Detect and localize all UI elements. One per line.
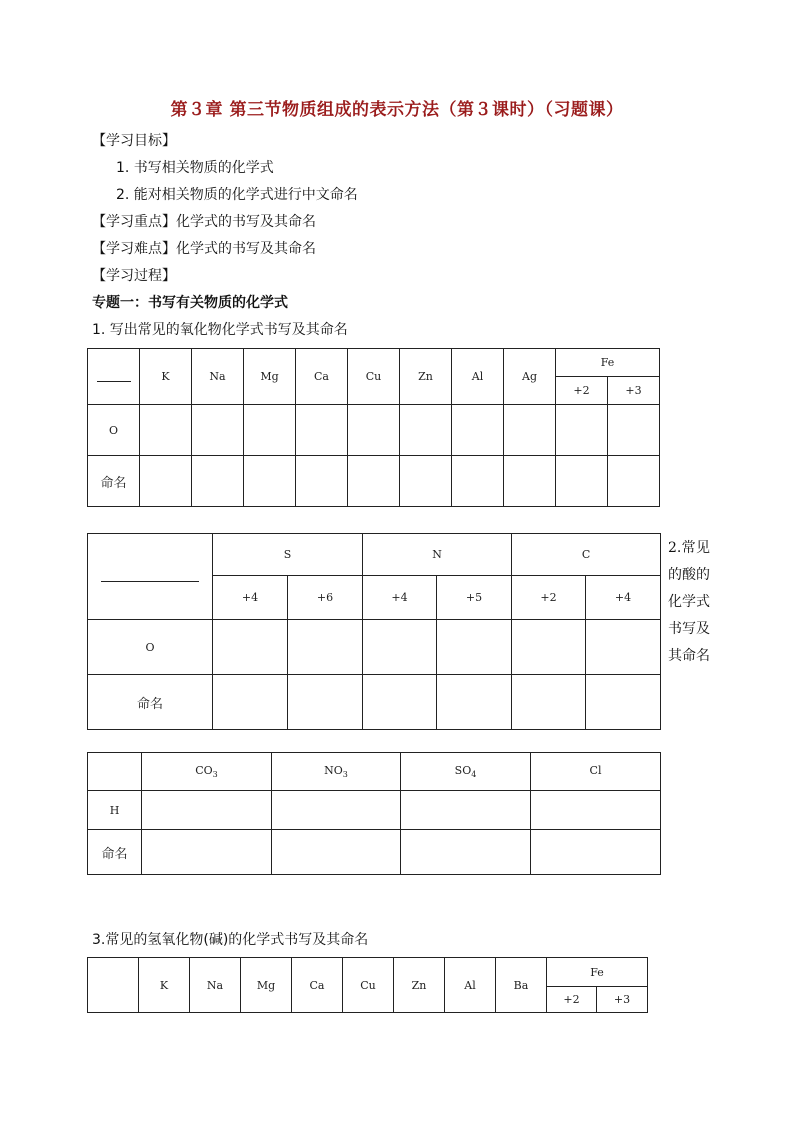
header-cell: Zn bbox=[400, 349, 452, 405]
answer-cell[interactable] bbox=[586, 620, 661, 675]
answer-cell[interactable] bbox=[504, 405, 556, 456]
topic-1-heading: 专题一：书写有关物质的化学式 bbox=[92, 295, 288, 311]
answer-cell[interactable] bbox=[512, 675, 586, 730]
answer-cell[interactable] bbox=[363, 620, 437, 675]
valence-cell: +6 bbox=[288, 576, 363, 620]
fe-valence: +2 bbox=[556, 377, 608, 405]
header-cell: Mg bbox=[241, 958, 292, 1013]
answer-cell[interactable] bbox=[452, 405, 504, 456]
answer-cell[interactable] bbox=[556, 405, 608, 456]
header-cell: Al bbox=[445, 958, 496, 1013]
answer-cell[interactable] bbox=[192, 456, 244, 507]
answer-cell[interactable] bbox=[244, 405, 296, 456]
answer-cell[interactable] bbox=[244, 456, 296, 507]
key-points: 【学习重点】化学式的书写及其命名 bbox=[92, 214, 316, 230]
fe-valence: +3 bbox=[608, 377, 660, 405]
header-cell: Na bbox=[190, 958, 241, 1013]
answer-cell[interactable] bbox=[288, 620, 363, 675]
question-3: 3.常见的氢氧化物(碱)的化学式书写及其命名 bbox=[92, 932, 369, 948]
fe-header: Fe bbox=[547, 958, 648, 987]
oxide-table bbox=[87, 348, 660, 507]
corner-cell bbox=[88, 534, 213, 620]
answer-cell[interactable] bbox=[142, 791, 272, 830]
corner-cell bbox=[88, 958, 139, 1013]
header-cell: Mg bbox=[244, 349, 296, 405]
header-cell: Ca bbox=[296, 349, 348, 405]
acid-radical-header: Cl bbox=[531, 753, 661, 791]
header-cell: Cu bbox=[348, 349, 400, 405]
goal-2: 2. 能对相关物质的化学式进行中文命名 bbox=[116, 187, 358, 203]
answer-cell[interactable] bbox=[401, 791, 531, 830]
row-label: 命名 bbox=[88, 456, 140, 507]
fe-valence: +3 bbox=[597, 987, 648, 1013]
process-heading: 【学习过程】 bbox=[92, 268, 176, 284]
answer-cell[interactable] bbox=[348, 456, 400, 507]
answer-cell[interactable] bbox=[288, 675, 363, 730]
answer-cell[interactable] bbox=[363, 675, 437, 730]
hydroxide-table bbox=[87, 957, 648, 1013]
answer-cell[interactable] bbox=[437, 620, 512, 675]
valence-cell: +2 bbox=[512, 576, 586, 620]
answer-cell[interactable] bbox=[272, 830, 401, 875]
header-cell: Ba bbox=[496, 958, 547, 1013]
answer-cell[interactable] bbox=[556, 456, 608, 507]
answer-cell[interactable] bbox=[531, 791, 661, 830]
answer-cell[interactable] bbox=[296, 405, 348, 456]
answer-cell[interactable] bbox=[401, 830, 531, 875]
answer-cell[interactable] bbox=[400, 405, 452, 456]
header-cell: Na bbox=[192, 349, 244, 405]
answer-cell[interactable] bbox=[140, 456, 192, 507]
answer-cell[interactable] bbox=[348, 405, 400, 456]
valence-cell: +4 bbox=[363, 576, 437, 620]
row-label: O bbox=[88, 405, 140, 456]
answer-cell[interactable] bbox=[296, 456, 348, 507]
answer-cell[interactable] bbox=[452, 456, 504, 507]
group-header: S bbox=[213, 534, 363, 576]
answer-cell[interactable] bbox=[608, 405, 660, 456]
row-label: H bbox=[88, 791, 142, 830]
group-header: N bbox=[363, 534, 512, 576]
corner-cell bbox=[88, 753, 142, 791]
answer-cell[interactable] bbox=[140, 405, 192, 456]
header-cell: Cu bbox=[343, 958, 394, 1013]
valence-cell: +4 bbox=[213, 576, 288, 620]
row-label: 命名 bbox=[88, 830, 142, 875]
goal-1: 1. 书写相关物质的化学式 bbox=[116, 160, 274, 176]
nonmetal-oxide-table bbox=[87, 533, 661, 730]
row-label: O bbox=[88, 620, 213, 675]
answer-cell[interactable] bbox=[512, 620, 586, 675]
header-cell: Ag bbox=[504, 349, 556, 405]
valence-cell: +4 bbox=[586, 576, 661, 620]
question-1: 1. 写出常见的氧化物化学式书写及其命名 bbox=[92, 322, 348, 338]
fe-valence: +2 bbox=[547, 987, 597, 1013]
answer-cell[interactable] bbox=[531, 830, 661, 875]
row-label: 命名 bbox=[88, 675, 213, 730]
answer-cell[interactable] bbox=[272, 791, 401, 830]
goals-heading: 【学习目标】 bbox=[92, 133, 176, 149]
header-cell: Al bbox=[452, 349, 504, 405]
fe-header: Fe bbox=[556, 349, 660, 377]
answer-cell[interactable] bbox=[192, 405, 244, 456]
acid-radical-header: $SO_4$ bbox=[401, 753, 531, 791]
answer-cell[interactable] bbox=[400, 456, 452, 507]
header-cell: Zn bbox=[394, 958, 445, 1013]
header-cell: K bbox=[140, 349, 192, 405]
answer-cell[interactable] bbox=[213, 675, 288, 730]
answer-cell[interactable] bbox=[504, 456, 556, 507]
acid-radical-header: $NO_3$ bbox=[272, 753, 401, 791]
difficulties: 【学习难点】化学式的书写及其命名 bbox=[92, 241, 316, 257]
group-header: C bbox=[512, 534, 661, 576]
valence-cell: +5 bbox=[437, 576, 512, 620]
answer-cell[interactable] bbox=[608, 456, 660, 507]
answer-cell[interactable] bbox=[142, 830, 272, 875]
answer-cell[interactable] bbox=[586, 675, 661, 730]
header-cell: Ca bbox=[292, 958, 343, 1013]
page-title: 第３章 第三节物质组成的表示方法（第３课时）（习题课） bbox=[170, 100, 624, 120]
header-cell: K bbox=[139, 958, 190, 1013]
answer-cell[interactable] bbox=[213, 620, 288, 675]
acid-table bbox=[87, 752, 661, 875]
corner-cell bbox=[88, 349, 140, 405]
answer-cell[interactable] bbox=[437, 675, 512, 730]
acid-question-caption: 2.常见的酸的化学式书写及其命名 bbox=[668, 540, 710, 664]
acid-radical-header: $CO_3$ bbox=[142, 753, 272, 791]
